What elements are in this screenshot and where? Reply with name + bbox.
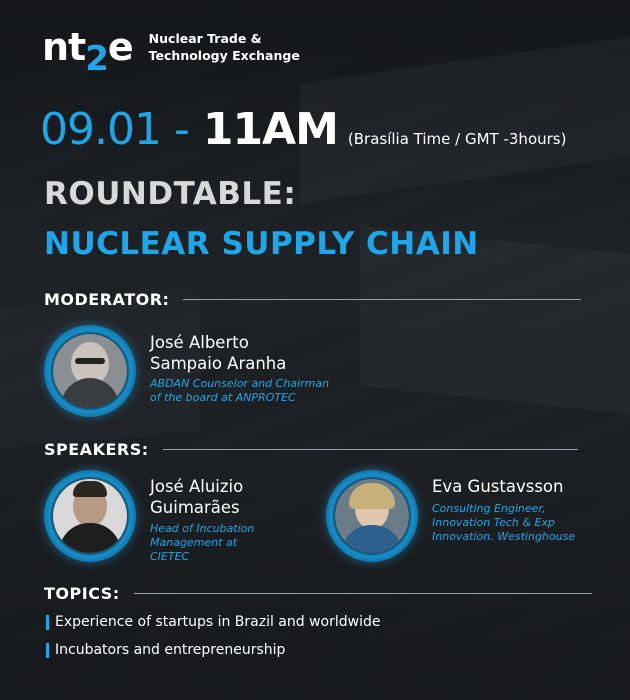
moderator-role-line2: of the board at ANPROTEC xyxy=(150,391,296,404)
speaker-name-line1: José Aluizio xyxy=(150,477,244,496)
moderator-photo xyxy=(53,334,127,408)
speaker-name-line1: Eva Gustavsson xyxy=(432,477,564,496)
speaker-role-line3: Innovation. Westinghouse xyxy=(432,530,576,543)
logo-mark-right: e xyxy=(107,25,133,69)
event-title-line2: NUCLEAR SUPPLY CHAIN xyxy=(44,226,479,262)
speaker-role-line1: Consulting Engineer, xyxy=(432,502,546,515)
moderator-avatar xyxy=(44,325,136,417)
topic-text: Experience of startups in Brazil and worldwide xyxy=(55,614,381,630)
moderator-role xyxy=(150,377,329,405)
event-date: 09.01 - xyxy=(40,104,189,155)
speaker-avatar xyxy=(44,470,136,562)
logo-text-line1: Nuclear Trade & xyxy=(148,31,262,46)
moderator-name xyxy=(150,332,286,374)
event-title-line1: ROUNDTABLE: xyxy=(44,176,297,212)
speaker-role xyxy=(432,502,575,544)
topic-text: Incubators and entrepreneurship xyxy=(55,642,286,658)
speaker-name xyxy=(432,476,563,497)
moderator-name-line2: Sampaio Aranha xyxy=(150,354,287,373)
topic-bullet xyxy=(46,643,49,658)
speakers-header xyxy=(44,440,578,459)
event-datetime xyxy=(40,104,566,155)
speaker-role-line2: Innovation Tech & Exp xyxy=(432,516,555,529)
logo-mark-left: nt xyxy=(42,25,86,69)
speakers-label: SPEAKERS: xyxy=(44,440,149,459)
topic-item xyxy=(46,614,381,630)
topics-header xyxy=(44,584,592,603)
logo-text-line2: Technology Exchange xyxy=(148,48,300,63)
moderator-role-line1: ABDAN Counselor and Chairman xyxy=(150,377,330,390)
moderator-header xyxy=(44,290,581,309)
speaker-avatar xyxy=(326,470,418,562)
event-time: 11AM xyxy=(202,104,338,155)
section-divider xyxy=(163,449,578,450)
speaker-role-line2: Management at xyxy=(150,536,238,549)
logo-mark xyxy=(42,25,133,79)
topic-bullet xyxy=(46,615,49,630)
speaker-name xyxy=(150,476,243,518)
moderator-name-line1: José Alberto xyxy=(150,333,249,352)
logo xyxy=(42,25,300,79)
topics-label: TOPICS: xyxy=(44,584,120,603)
section-divider xyxy=(183,299,581,300)
logo-mark-two: 2 xyxy=(85,39,108,79)
speaker-role xyxy=(150,522,254,564)
topic-item xyxy=(46,642,285,658)
section-divider xyxy=(134,593,592,594)
logo-text xyxy=(149,30,300,64)
speaker-role-line3: CIETEC xyxy=(150,550,190,563)
moderator-label: MODERATOR: xyxy=(44,290,170,309)
speaker-photo xyxy=(53,479,127,553)
speaker-name-line2: Guimarães xyxy=(150,498,240,517)
speaker-photo xyxy=(335,479,409,553)
event-timezone: (Brasília Time / GMT -3hours) xyxy=(347,130,567,148)
speaker-role-line1: Head of Incubation xyxy=(150,522,255,535)
